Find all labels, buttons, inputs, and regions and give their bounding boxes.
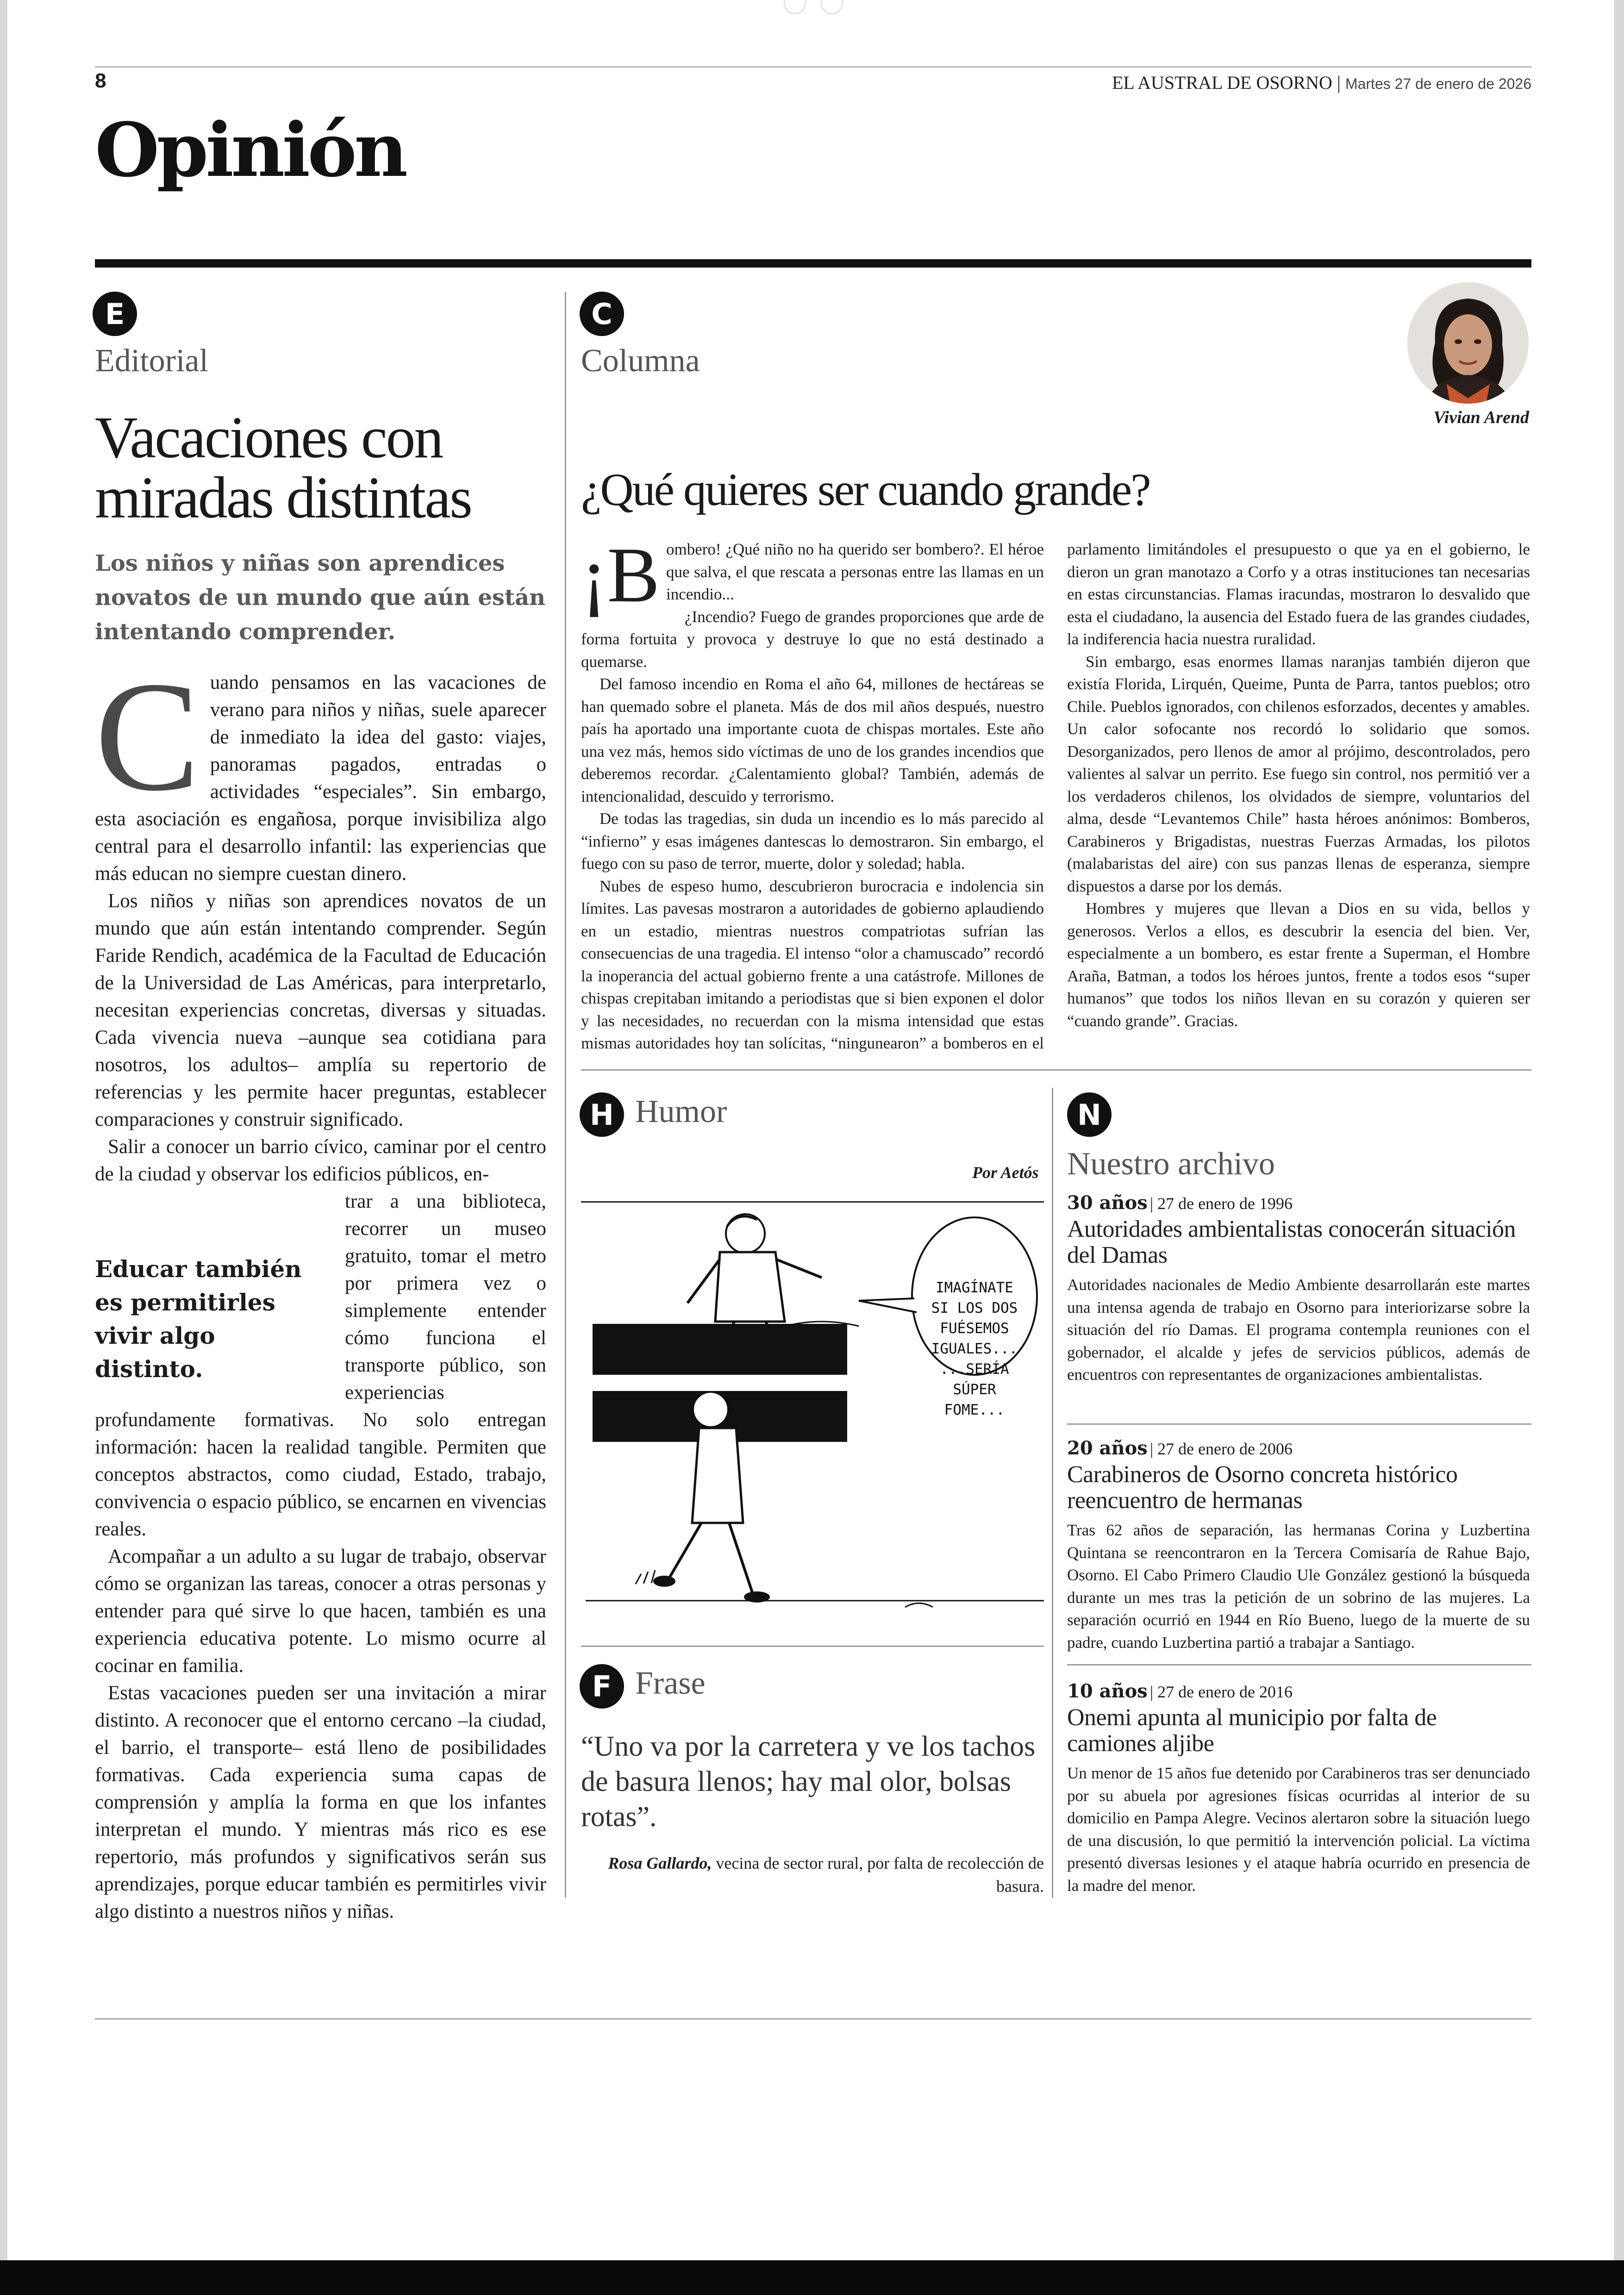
archive-rule: [1067, 1423, 1531, 1425]
humor-kicker: Humor: [635, 1094, 727, 1129]
archive-kicker: Nuestro archivo: [1067, 1146, 1275, 1182]
column-p6: Sin embargo, esas enormes llamas naranjas también dijeron que existía Florida, Lirquén, Queime, Punta de Parra, tantos pueblos; otro Chile. Pueblos ignorados, con chilenos esforzados, decentes y amables. Un calor sofocante nos recordó lo solidario que somos. Desorganizados, pero llenos de amor al prójimo, descontrolados, pero valientes al salvar un perrito. Ese fuego sin control, nos permitió ver a los verdaderos chilenos, los olvidados de siempre, voluntarios del alma, desde “Levantemos Chile” hasta héroes anónimos: Bomberos, Carabineros y Brigadistas, nuestras Fuerzas Armadas, los pilotos (malabaristas del aire) con sus panzas llenas de esperanza, siempre dispuestos a darse por los demás.: [1067, 652, 1530, 895]
archive-text: Autoridades nacionales de Medio Ambiente desarrollarán este martes una intensa agenda de trabajo en Osorno para interiorizarse sobre la situación del río Damas. El programa contempla reuniones con el gobernador, el alcalde y jefes de servicios públicos, además de encuentros con representantes de organizaciones ambientalistas.: [1067, 1276, 1530, 1384]
page-number: 8: [95, 69, 106, 92]
archive-entry: [1067, 1680, 1530, 1897]
speech-bubble-text: [914, 1278, 1035, 1420]
archive-title: Autoridades ambientalistas conocerán situación del Damas: [1067, 1216, 1516, 1268]
column-p2: ¿Incendio? Fuego de grandes proporciones que arde de forma fortuita y provoca y destruye lo que no está destinado a quemarse.: [581, 607, 1044, 671]
masthead-separator: |: [1337, 72, 1341, 93]
column-title: ¿Qué quieres ser cuando grande?: [581, 464, 1150, 515]
page-edge-right: [1614, 0, 1624, 2295]
archive-badge: N: [1067, 1092, 1112, 1137]
archive-title: Carabineros de Osorno concreta histórico reencuentro de hermanas: [1067, 1461, 1458, 1514]
frase-quote: “Uno va por la carretera y ve los tachos de basura llenos; hay mal olor, bolsas rotas”.: [581, 1731, 1036, 1833]
archive-years: 10 años: [1067, 1680, 1148, 1702]
editorial-body: [95, 649, 546, 1925]
ghost-icon-left: [784, 0, 806, 14]
column-p1: ombero! ¿Qué niño no ha querido ser bombero?. El héroe que salva, el que rescata a personas entre las llamas en un incendio...: [666, 540, 1044, 603]
column-bottom-rule: [581, 1069, 1531, 1071]
divider-left: [565, 292, 566, 1898]
speech-line: IGUALES...: [931, 1341, 1018, 1357]
column-p4: De todas las tragedias, sin duda un incendio es lo más parecido al “infierno” y esas imágenes dantescas lo demostraron. Sin embargo, el fuego con su paso de terror, muerte, dolor y soledad; habla.: [581, 810, 1044, 873]
humor-byline: Por Aetós: [972, 1163, 1039, 1182]
editorial-kicker: Editorial: [95, 343, 208, 379]
frase-kicker: Frase: [635, 1665, 706, 1701]
editorial-p5: Estas vacaciones pueden ser una invitación a mirar distinto. A reconocer que el entorno cercano –la ciudad, el barrio, el transporte– está lleno de posibilidades formativas. Cada experiencia suma capas de comprensión y amplía la forma en que los infantes interpretan el mundo. Y mientras más rico es ese repertorio, más profundos y significativos serán sus aprendizajes, porque educar también es permitirles vivir algo distinto a nuestros niños y niñas.: [95, 1682, 546, 1922]
author-portrait-icon: [1407, 282, 1529, 404]
editorial-p1: uando pensamos en las vacaciones de verano para niños y niñas, suele aparecer de inmediato la idea del gasto: viajes, panoramas pagados, entradas o actividades “especiales”. Sin embargo, esta asociación es engañosa, porque invisibiliza algo central para el desarrollo infantil: las experiencias que más educan no siempre cuestan dinero.: [95, 672, 546, 885]
column-p3: Del famoso incendio en Roma el año 64, millones de hectáreas se han quemado sobre el planeta. Más de dos mil años después, nuestro país ha aportado una importante cuota de chispas mortales. Este año una vez más, hemos sido víctimas de uno de los grandes incendios que deberemos recordar. ¿Calentamiento global? También, además de intencionalidad, descuido y terrorismo.: [581, 675, 1044, 805]
speech-line: IMAGÍNATE: [936, 1279, 1013, 1296]
frase-author: Rosa Gallardo,: [608, 1854, 712, 1872]
archive-date: | 27 de enero de 2006: [1149, 1440, 1293, 1458]
archive-text: Un menor de 15 años fue detenido por Carabineros tras ser denunciado por su abuela por agresiones físicas ocurridas al interior de su domicilio en Pampa Alegre. Vecinos alertaron sobre la situación luego de una discusión, lo que permitió la intervención policial. La víctima presentó diversas lesiones y el ataque habría ocurrido en presencia de la madre del menor.: [1067, 1764, 1530, 1895]
editorial-p3b: trar a una biblioteca, recorrer un museo gratuito, tomar el metro por primera vez o simplemente entender cómo funciona el transporte público, son experiencias profundamente formativas. No solo entregan información: hacen la realidad tangible. Permiten que conceptos abstractos, como ciudad, Estado, trabajo, convivencia o espacio público, se encarnen en vivencias reales.: [95, 1191, 546, 1540]
bottom-bar: [0, 2260, 1624, 2295]
masthead: [1112, 72, 1531, 94]
archive-years: 30 años: [1067, 1192, 1148, 1214]
editorial-lead: Los niños y niñas son aprendices novatos de un mundo que aún están intentando comprender.: [95, 550, 546, 645]
humor-badge: H: [580, 1092, 624, 1137]
editorial-title: Vacaciones con miradas distintas: [95, 405, 471, 530]
column-body-right: [1067, 538, 1530, 1052]
column-badge: C: [580, 292, 624, 336]
header-rule: [95, 66, 1531, 68]
editorial-drop-cap: C: [95, 649, 200, 823]
ghost-icon-right: [821, 0, 843, 14]
page-edge-left: [0, 0, 7, 2295]
newspaper-name: EL AUSTRAL DE OSORNO: [1112, 72, 1332, 93]
editorial-p4: Acompañar a un adulto a su lugar de trabajo, observar cómo se organizan las tareas, conocer a otras personas y entender para qué sirve lo que hacen, también es una experiencia educativa potente. Lo mismo ocurre al cocinar en familia.: [95, 1546, 546, 1677]
archive-date: | 27 de enero de 2016: [1149, 1683, 1293, 1701]
archive-entry: [1067, 1437, 1530, 1654]
archive-years: 20 años: [1067, 1437, 1148, 1459]
editorial-p2: Los niños y niñas son aprendices novatos de un mundo que aún están intentando comprender. Según Faride Rendich, académica de la Facultad de Educación de la Universidad de Las Américas, para interpretarlo, necesitan experiencias concretas, diversas y situadas. Cada vivencia nueva –aunque sea cotidiana para nosotros, los adultos– amplía su repertorio de referencias y les permite hacer preguntas, establecer comparaciones y construir significado.: [95, 890, 546, 1130]
frase-attribution: [581, 1852, 1044, 1898]
column-p7: Hombres y mujeres que llevan a Dios en su vida, bellos y generosos. Verlos a ellos, es descubrir la esencia del bien. Ver, especialmente a un bombero, es estar frente a Superman, el Hombre Araña, Batman, a todos los héroes juntos, frente a todos esos “super humanos” que todos los niños llevan en su corazón y quieren ser “cuando grande”. Gracias.: [1067, 899, 1530, 1030]
frase-author-desc: vecina de sector rural, por falta de recolección de basura.: [712, 1854, 1044, 1896]
column-p5: Nubes de espeso humo, descubrieron burocracia e indolencia sin límites. Las pavesas mostraron a autoridades de gobierno aplaudiendo en un estadio, mientras nuestros compatriotas sufrían las consecuencias de una tragedia. El intenso “olor a chamuscado” recordó la inoperancia del actual gobierno frente a una catástrofe. Millones de chispas crepitaban imitando a periodistas que si bien exponen el dolor y las necesidades, no recuerdan con la misma intensidad que estas mismas autoridades hoy tan solícitas, “ningunearon” a bomberos en el: [581, 877, 1044, 1052]
column-drop-cap: ¡B: [581, 531, 660, 618]
section-rule: [95, 259, 1531, 268]
speech-line: FOME...: [944, 1402, 1005, 1418]
issue-date: Martes 27 de enero de 2026: [1345, 75, 1531, 92]
archive-rule: [1067, 1664, 1531, 1665]
column-p5-cont: parlamento limitándoles el presupuesto o que ya en el gobierno, le dieron un gran manotazo a Corfo y a otras instituciones tan necesarias en estas circunstancias. Flamas iracundas, mostraron lo desvalido que esta el ciudadano, la ausencia del Estado fuera de las grandes ciudades, la indiferencia hacia nuestra ruralidad.: [1067, 540, 1530, 648]
editorial-badge: E: [93, 292, 137, 336]
frase-badge: F: [580, 1664, 624, 1709]
speech-line: FUÉSEMOS: [940, 1320, 1009, 1337]
section-title: Opinión: [95, 106, 406, 193]
column-body-left: [581, 531, 1044, 1055]
archive-date: | 27 de enero de 1996: [1149, 1194, 1293, 1213]
column-author: Vivian Arend: [1433, 408, 1529, 427]
humor-rule: [581, 1201, 1044, 1203]
humor-bottom-rule: [581, 1646, 1044, 1647]
archive-text: Tras 62 años de separación, las hermanas Corina y Luzbertina Quintana se reencontraron en la Tercera Comisaría de Rahue Bajo, Osorno. El Cabo Primero Claudio Ule González gestionó la búsqueda durante un mes tras la petición de un sobrino de las mujeres. La separación ocurrió en 1944 en Río Bueno, luego de la muerte de su padre, cuando Luzbertina partió a trabajar a Santiago.: [1067, 1521, 1530, 1652]
editorial-p3a: Salir a conocer un barrio cívico, caminar por el centro de la ciudad y observar los edificios públicos, en-: [95, 1136, 546, 1185]
footer-rule: [95, 2018, 1531, 2020]
archive-entry: [1067, 1192, 1530, 1386]
author-avatar: [1407, 282, 1529, 404]
speech-line: ...SERÍA SÚPER: [940, 1361, 1009, 1398]
column-kicker: Columna: [581, 343, 700, 379]
editorial-pullquote: Educar también es permitirles vivir algo distinto.: [95, 1255, 302, 1383]
speech-line: SI LOS DOS: [931, 1300, 1018, 1316]
archive-title: Onemi apunta al municipio por falta de camiones aljibe: [1067, 1704, 1437, 1757]
